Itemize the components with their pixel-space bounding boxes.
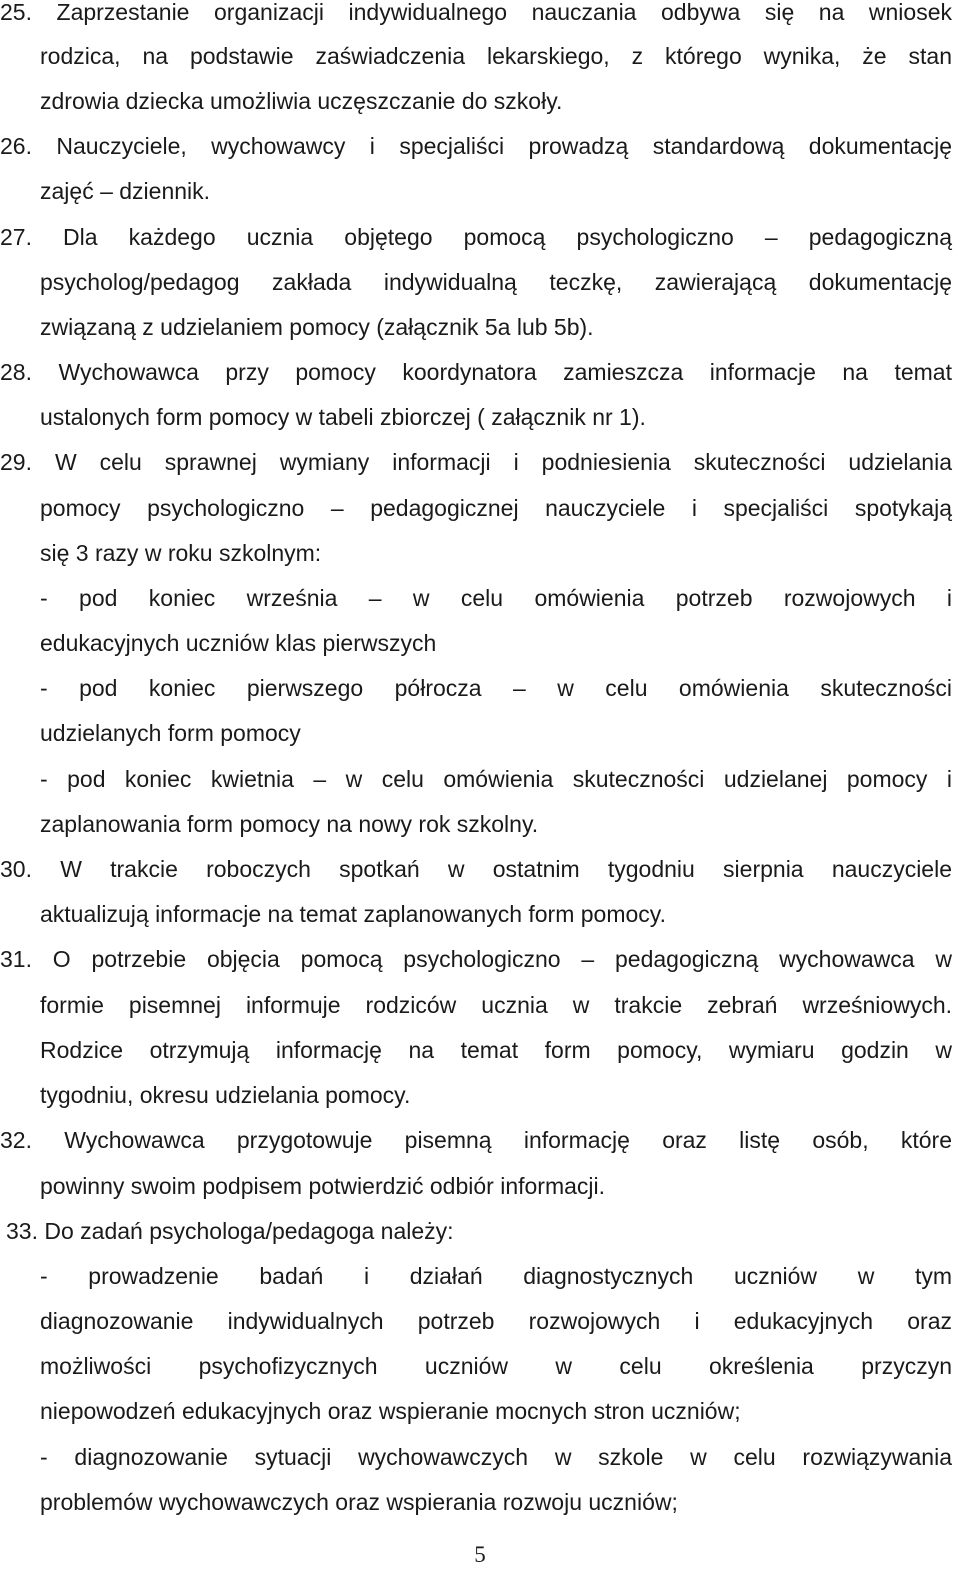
text-line: udzielanych form pomocy <box>40 720 301 746</box>
text-line: - prowadzenie badań i działań diagnostycznych uczniów w tym <box>40 1263 952 1289</box>
text-line: powinny swoim podpisem potwierdzić odbiór informacji. <box>40 1173 606 1199</box>
text-line: 31. O potrzebie objęcia pomocą psychologiczno – pedagogiczną wychowawca w <box>0 946 952 972</box>
text-line: tygodniu, okresu udzielania pomocy. <box>40 1082 411 1108</box>
text-line: - pod koniec kwietnia – w celu omówienia skuteczności udzielanej pomocy i <box>40 766 952 792</box>
text-line: 27. Dla każdego ucznia objętego pomocą psychologiczno – pedagogiczną <box>0 224 952 250</box>
page-number: 5 <box>474 1542 486 1567</box>
text-line: pomocy psychologiczno – pedagogicznej nauczyciele i specjaliści spotykają <box>40 495 952 521</box>
text-line: zaplanowania form pomocy na nowy rok szkolny. <box>40 811 539 837</box>
text-line: niepowodzeń edukacyjnych oraz wspieranie mocnych stron uczniów; <box>40 1398 741 1424</box>
text-line: zajęć – dziennik. <box>40 178 211 204</box>
text-line: edukacyjnych uczniów klas pierwszych <box>40 630 437 656</box>
text-line: diagnozowanie indywidualnych potrzeb rozwojowych i edukacyjnych oraz <box>40 1308 952 1334</box>
text-line: - pod koniec pierwszego półrocza – w celu omówienia skuteczności <box>40 675 952 701</box>
text-line: ustalonych form pomocy w tabeli zbiorczej ( załącznik nr 1). <box>40 404 646 430</box>
text-line: 33. Do zadań psychologa/pedagoga należy: <box>6 1218 454 1244</box>
text-line: - pod koniec września – w celu omówienia potrzeb rozwojowych i <box>40 585 952 611</box>
text-line: Rodzice otrzymują informację na temat form pomocy, wymiaru godzin w <box>40 1037 952 1063</box>
text-line: zdrowia dziecka umożliwia uczęszczanie do szkoły. <box>40 88 563 114</box>
text-line: możliwości psychofizycznych uczniów w celu określenia przyczyn <box>40 1353 952 1379</box>
text-line: psycholog/pedagog zakłada indywidualną teczkę, zawierającą dokumentację <box>40 269 952 295</box>
text-line: związaną z udzielaniem pomocy (załącznik 5a lub 5b). <box>40 314 594 340</box>
text-line: aktualizują informacje na temat zaplanowanych form pomocy. <box>40 901 666 927</box>
text-line: 30. W trakcie roboczych spotkań w ostatnim tygodniu sierpnia nauczyciele <box>0 856 952 882</box>
text-line: problemów wychowawczych oraz wspierania rozwoju uczniów; <box>40 1489 678 1515</box>
text-line: 28. Wychowawca przy pomocy koordynatora zamieszcza informacje na temat <box>0 359 952 385</box>
text-line: rodzica, na podstawie zaświadczenia lekarskiego, z którego wynika, że stan <box>40 43 952 69</box>
text-line: 25. Zaprzestanie organizacji indywidualnego nauczania odbywa się na wniosek <box>0 0 952 25</box>
text-line: - diagnozowanie sytuacji wychowawczych w szkole w celu rozwiązywania <box>40 1444 952 1470</box>
text-line: 32. Wychowawca przygotowuje pisemną informację oraz listę osób, które <box>0 1127 952 1153</box>
text-line: się 3 razy w roku szkolnym: <box>40 540 322 566</box>
text-line: 29. W celu sprawnej wymiany informacji i podniesienia skuteczności udzielania <box>0 449 952 475</box>
text-line: formie pisemnej informuje rodziców ucznia w trakcie zebrań wrześniowych. <box>40 992 952 1018</box>
text-line: 26. Nauczyciele, wychowawcy i specjaliści prowadzą standardową dokumentację <box>0 133 952 159</box>
